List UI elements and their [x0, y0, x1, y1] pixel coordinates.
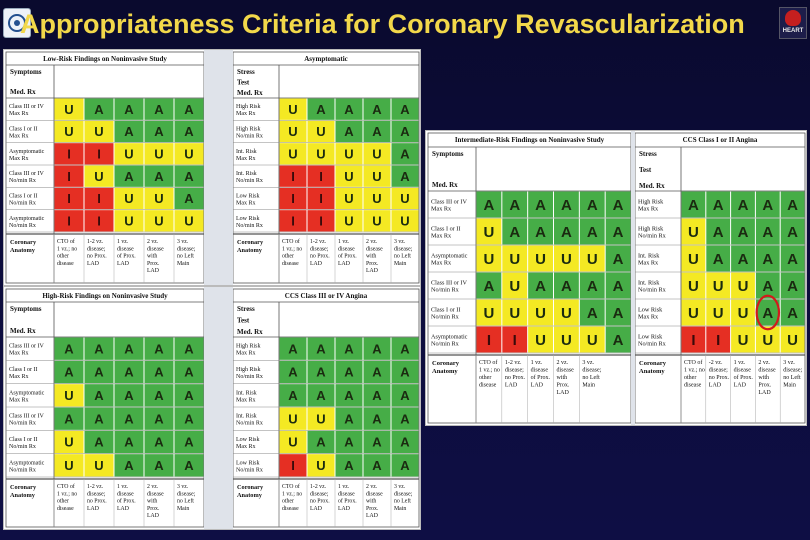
anatomy-column-label: 2 vz. disease with Prox. LAD [758, 360, 776, 396]
row-label: Asymptomatic No/min Rx [9, 215, 45, 229]
row-label: Asymptomatic No/min Rx [431, 333, 468, 348]
rating-letter: A [124, 434, 134, 450]
rating-letter: A [64, 411, 74, 427]
rating-letter: A [762, 196, 774, 214]
row-label: Class III or IV No/min Rx [9, 171, 44, 185]
rating-letter: U [94, 168, 104, 184]
row-label: Low Risk Max Rx [236, 193, 260, 207]
rating-letter: A [94, 101, 104, 117]
rating-letter: A [560, 196, 572, 214]
rating-letter: A [612, 277, 624, 295]
rating-letter: U [288, 434, 298, 450]
rating-letter: A [184, 101, 194, 117]
anatomy-column-label: CTO of 1 vz.; no other disease [684, 360, 705, 389]
anatomy-column-label: 2 vz. disease with Prox. LAD [556, 360, 574, 396]
rating-letter: I [291, 168, 295, 184]
rating-letter: A [560, 223, 572, 241]
rating-letter: U [787, 331, 799, 349]
med-rx-label: Med. Rx [432, 181, 458, 189]
rating-letter: A [372, 101, 382, 117]
rating-letter: U [372, 213, 382, 229]
rating-letter: U [687, 304, 699, 322]
rating-letter: A [400, 388, 410, 404]
rating-letter: U [344, 146, 354, 162]
rating-letter: A [612, 250, 624, 268]
rating-letter: A [94, 341, 104, 357]
slide-title: Appropriateness Criteria for Coronary Revascularization [20, 9, 745, 39]
rating-letter: A [762, 304, 774, 322]
rating-letter: A [344, 388, 354, 404]
rating-letter: U [509, 277, 521, 295]
high-risk-table [4, 287, 420, 529]
rating-letter: A [154, 388, 164, 404]
anatomy-column-label: 1-2 vz. disease; no Prox. LAD [87, 484, 107, 512]
row-label: Int. Risk No/min Rx [638, 279, 666, 294]
left-header: High-Risk Findings on Noninvasive Study [42, 292, 168, 300]
rating-letter: A [184, 168, 194, 184]
rating-letter: U [560, 331, 572, 349]
rating-letter: U [288, 411, 298, 427]
rating-letter: A [344, 458, 354, 474]
row-label: Class III or IV Max Rx [9, 343, 44, 357]
rating-letter: A [762, 223, 774, 241]
rating-letter: U [586, 250, 598, 268]
rating-letter: A [400, 411, 410, 427]
rating-letter: A [344, 411, 354, 427]
rating-letter: A [586, 196, 598, 214]
anatomy-column-label: 2 vz. disease with Prox. LAD [366, 484, 383, 520]
anatomy-column-label: 1 vz. disease of Prox. LAD [530, 360, 551, 389]
rating-letter: U [712, 304, 724, 322]
rating-letter: A [344, 124, 354, 140]
rating-letter: U [737, 277, 749, 295]
rating-letter: U [94, 458, 104, 474]
row-label: Class I or II Max Rx [9, 367, 38, 380]
rating-letter: A [372, 341, 382, 357]
row-label: High Risk No/min Rx [236, 367, 263, 380]
rating-letter: A [400, 168, 410, 184]
rating-letter: A [184, 434, 194, 450]
rating-letter: U [64, 124, 74, 140]
rating-letter: A [737, 196, 749, 214]
rating-letter: U [687, 250, 699, 268]
rating-letter: U [372, 146, 382, 162]
rating-letter: U [483, 304, 495, 322]
rating-letter: U [509, 304, 521, 322]
rating-letter: A [372, 458, 382, 474]
rating-letter: A [288, 388, 298, 404]
stress-test-label: Stress Test Med. Rx [237, 305, 263, 336]
rating-letter: U [124, 191, 134, 207]
rating-letter: U [124, 146, 134, 162]
rating-letter: A [124, 388, 134, 404]
rating-letter: A [586, 304, 598, 322]
rating-letter: A [612, 304, 624, 322]
right-header: Asymptomatic [304, 55, 348, 63]
rating-letter: A [124, 364, 134, 380]
row-label: Int. Risk Max Rx [236, 390, 257, 404]
rating-letter: A [316, 341, 326, 357]
row-label: Class I or II Max Rx [431, 225, 461, 240]
stress-test-label: Stress Test Med. Rx [237, 68, 263, 97]
rating-letter: U [288, 124, 298, 140]
intermediate-risk-table [426, 131, 806, 425]
row-label: Class III or IV No/min Rx [9, 413, 44, 427]
rating-letter: A [483, 277, 495, 295]
rating-letter: A [184, 341, 194, 357]
row-label: Low Risk Max Rx [638, 306, 663, 321]
rating-letter: A [400, 458, 410, 474]
rating-letter: U [400, 213, 410, 229]
row-label: Class III or IV Max Rx [9, 104, 44, 118]
rating-letter: I [67, 191, 71, 207]
anatomy-column-label: 2 vz. disease with Prox. LAD [366, 239, 383, 275]
rating-letter: A [560, 277, 572, 295]
rating-letter: U [737, 304, 749, 322]
rating-letter: A [712, 223, 724, 241]
row-label: High Risk Max Rx [638, 198, 664, 213]
rating-letter: A [400, 124, 410, 140]
heart-logo-icon [779, 7, 807, 39]
anatomy-column-label: CTO of 1 vz.; no other disease [282, 239, 303, 267]
rating-letter: U [184, 146, 194, 162]
rating-letter: I [97, 146, 101, 162]
rating-letter: A [316, 434, 326, 450]
anatomy-column-label: 2 vz. disease with Prox. LAD [147, 239, 164, 275]
rating-letter: A [400, 434, 410, 450]
anatomy-column-label: 1 vz. disease of Prox. LAD [117, 484, 136, 512]
anatomy-column-label: 1-2 vz. disease; no Prox. LAD [310, 239, 330, 267]
high-risk-panel [3, 286, 421, 530]
row-label: Class I or II No/min Rx [9, 193, 38, 207]
right-header: CCS Class III or IV Angina [284, 292, 368, 300]
anatomy-column-label: 3 vz. disease; no Left Main [582, 360, 602, 389]
rating-letter: U [483, 250, 495, 268]
rating-letter: A [787, 196, 799, 214]
rating-letter: U [344, 213, 354, 229]
rating-letter: A [288, 364, 298, 380]
rating-letter: A [154, 434, 164, 450]
rating-letter: A [94, 388, 104, 404]
rating-letter: A [372, 364, 382, 380]
rating-letter: A [64, 341, 74, 357]
rating-letter: U [64, 434, 74, 450]
rating-letter: U [560, 304, 572, 322]
anatomy-column-label: 1 vz. disease of Prox. LAD [338, 239, 357, 267]
anatomy-column-label: CTO of 1 vz.; no other disease [57, 484, 78, 512]
rating-letter: U [687, 223, 699, 241]
rating-letter: U [316, 411, 326, 427]
rating-letter: A [509, 196, 521, 214]
rating-letter: U [316, 146, 326, 162]
rating-letter: A [316, 101, 326, 117]
med-rx-label: Med. Rx [10, 327, 36, 335]
rating-letter: A [787, 277, 799, 295]
rating-letter: A [586, 223, 598, 241]
rating-letter: A [124, 168, 134, 184]
rating-letter: U [344, 168, 354, 184]
coronary-anatomy-label: Coronary Anatomy [10, 239, 37, 254]
row-label: High Risk Max Rx [236, 343, 261, 357]
rating-letter: A [787, 250, 799, 268]
row-label: Asymptomatic No/min Rx [9, 460, 45, 474]
rating-letter: I [291, 213, 295, 229]
symptoms-label: Symptoms [10, 68, 42, 76]
rating-letter: A [400, 341, 410, 357]
rating-letter: I [716, 331, 721, 349]
rating-letter: A [94, 364, 104, 380]
stress-test-label: Stress Test Med. Rx [639, 150, 665, 190]
rating-letter: U [762, 331, 774, 349]
rating-letter: I [67, 146, 71, 162]
intermediate-risk-panel [425, 130, 807, 426]
rating-letter: U [712, 277, 724, 295]
row-label: Class I or II Max Rx [9, 126, 38, 140]
anatomy-column-label: CTO of 1 vz.; no other disease [57, 239, 78, 267]
rating-letter: A [372, 411, 382, 427]
rating-letter: A [154, 168, 164, 184]
rating-letter: A [535, 223, 547, 241]
anatomy-column-label: 3 vz. disease; no Left Main [394, 484, 413, 512]
rating-letter: U [535, 250, 547, 268]
rating-letter: U [737, 331, 749, 349]
anatomy-column-label: 3 vz. disease; no Left Main [177, 239, 196, 267]
rating-letter: A [737, 223, 749, 241]
rating-letter: A [124, 458, 134, 474]
rating-letter: A [762, 277, 774, 295]
rating-letter: I [691, 331, 696, 349]
rating-letter: A [184, 388, 194, 404]
rating-letter: I [67, 213, 71, 229]
rating-letter: A [154, 458, 164, 474]
row-label: Class I or II No/min Rx [431, 306, 461, 321]
rating-letter: A [400, 101, 410, 117]
rating-letter: I [319, 213, 323, 229]
rating-letter: A [400, 364, 410, 380]
rating-letter: A [94, 434, 104, 450]
rating-letter: I [97, 213, 101, 229]
rating-letter: A [124, 341, 134, 357]
rating-letter: U [509, 250, 521, 268]
rating-letter: A [288, 341, 298, 357]
right-header: CCS Class I or II Angina [682, 136, 758, 144]
rating-letter: U [154, 191, 164, 207]
anatomy-column-label: CTO of 1 vz.; no other disease [479, 360, 500, 389]
med-rx-label: Med. Rx [10, 88, 36, 96]
rating-letter: A [184, 411, 194, 427]
row-label: Class I or II No/min Rx [9, 437, 38, 450]
rating-letter: I [319, 191, 323, 207]
anatomy-column-label: 1-2 vz. disease; no Prox. LAD [310, 484, 330, 512]
rating-letter: I [319, 168, 323, 184]
rating-letter: U [64, 101, 74, 117]
rating-letter: A [712, 196, 724, 214]
row-label: Asymptomatic Max Rx [431, 252, 468, 267]
anatomy-column-label: -2 vz. disease; no Prox. LAD [708, 360, 730, 389]
heart-logo-text: HEART [782, 28, 804, 34]
low-risk-panel [3, 49, 421, 286]
rating-letter: U [288, 146, 298, 162]
rating-letter: A [64, 364, 74, 380]
rating-letter: A [612, 223, 624, 241]
row-label: Int. Risk Max Rx [638, 252, 660, 267]
rating-letter: A [344, 101, 354, 117]
rating-letter: A [737, 250, 749, 268]
rating-letter: A [154, 101, 164, 117]
symptoms-label: Symptoms [10, 305, 42, 313]
row-label: Asymptomatic Max Rx [9, 148, 45, 162]
rating-letter: A [184, 364, 194, 380]
rating-letter: U [400, 191, 410, 207]
rating-letter: U [124, 213, 134, 229]
row-label: Int. Risk Max Rx [236, 148, 257, 162]
rating-letter: I [512, 331, 517, 349]
rating-letter: A [787, 223, 799, 241]
rating-letter: I [67, 168, 71, 184]
anatomy-column-label: 1 vz. disease of Prox. LAD [117, 239, 136, 267]
row-label: Int. Risk No/min Rx [236, 413, 263, 427]
section-gap [631, 131, 635, 425]
anatomy-column-label: 3 vz. disease; no Left Main [177, 484, 196, 512]
rating-letter: A [509, 223, 521, 241]
rating-letter: A [316, 364, 326, 380]
anatomy-column-label: 1-2 vz. disease; no Prox. LAD [87, 239, 107, 267]
coronary-anatomy-label: Coronary Anatomy [10, 484, 37, 499]
left-header: Intermediate-Risk Findings on Noninvasive Study [454, 136, 605, 144]
rating-letter: A [184, 124, 194, 140]
rating-letter: U [535, 331, 547, 349]
row-label: Asymptomatic Max Rx [9, 390, 45, 404]
rating-letter: U [483, 223, 495, 241]
row-label: High Risk Max Rx [236, 104, 261, 118]
row-label: Class III or IV No/min Rx [431, 279, 467, 294]
rating-letter: U [154, 146, 164, 162]
coronary-anatomy-label: Coronary Anatomy [237, 484, 264, 499]
coronary-anatomy-label: Coronary Anatomy [237, 239, 264, 254]
rating-letter: U [687, 277, 699, 295]
anatomy-column-label: CTO of 1 vz.; no other disease [282, 484, 303, 512]
section-gap [204, 50, 233, 285]
rating-letter: A [372, 388, 382, 404]
rating-letter: I [291, 191, 295, 207]
anatomy-column-label: 1 vz. disease of Prox. LAD [338, 484, 357, 512]
rating-letter: A [154, 124, 164, 140]
rating-letter: A [184, 458, 194, 474]
rating-letter: A [372, 434, 382, 450]
rating-letter: I [291, 458, 295, 474]
row-label: High Risk No/min Rx [236, 126, 263, 140]
rating-letter: A [687, 196, 699, 214]
rating-letter: A [124, 101, 134, 117]
rating-letter: U [316, 124, 326, 140]
rating-letter: A [124, 124, 134, 140]
rating-letter: U [586, 331, 598, 349]
rating-letter: U [316, 458, 326, 474]
rating-letter: U [344, 191, 354, 207]
row-label: Low Risk No/min Rx [236, 460, 263, 474]
rating-letter: U [64, 388, 74, 404]
rating-letter: A [344, 434, 354, 450]
rating-letter: U [560, 250, 572, 268]
anatomy-column-label: 1 vz. disease of Prox. LAD [733, 360, 753, 389]
rating-letter: A [535, 196, 547, 214]
anatomy-column-label: 3 vz. disease; no Left Main [394, 239, 413, 267]
rating-letter: U [372, 191, 382, 207]
coronary-anatomy-label: Coronary Anatomy [639, 360, 666, 375]
rating-letter: A [612, 331, 624, 349]
rating-letter: A [316, 388, 326, 404]
row-label: Class III or IV Max Rx [431, 198, 467, 213]
rating-letter: A [372, 124, 382, 140]
low-risk-table [4, 50, 420, 285]
rating-letter: A [535, 277, 547, 295]
coronary-anatomy-label: Coronary Anatomy [432, 360, 459, 375]
rating-letter: U [372, 168, 382, 184]
rating-letter: A [612, 196, 624, 214]
rating-letter: A [344, 364, 354, 380]
rating-letter: I [486, 331, 492, 349]
rating-letter: A [154, 341, 164, 357]
row-label: Int. Risk No/min Rx [236, 171, 263, 185]
rating-letter: A [344, 341, 354, 357]
rating-letter: A [400, 146, 410, 162]
rating-letter: U [154, 213, 164, 229]
row-label: Low Risk No/min Rx [236, 215, 263, 229]
rating-letter: U [535, 304, 547, 322]
rating-letter: A [586, 277, 598, 295]
rating-letter: U [64, 458, 74, 474]
rating-letter: U [94, 124, 104, 140]
rating-letter: A [712, 250, 724, 268]
rating-letter: A [184, 191, 194, 207]
rating-letter: A [154, 411, 164, 427]
rating-letter: A [94, 411, 104, 427]
section-gap [204, 287, 233, 529]
rating-letter: A [762, 250, 774, 268]
rating-letter: A [787, 304, 799, 322]
rating-letter: I [97, 191, 101, 207]
row-label: High Risk No/min Rx [638, 225, 666, 240]
rating-letter: U [288, 101, 298, 117]
rating-letter: A [124, 411, 134, 427]
left-header: Low-Risk Findings on Noninvasive Study [43, 55, 167, 63]
rating-letter: A [154, 364, 164, 380]
row-label: Low Risk Max Rx [236, 437, 260, 450]
row-label: Low Risk No/min Rx [638, 333, 666, 348]
rating-letter: A [483, 196, 495, 214]
anatomy-column-label: 1-2 vz. disease; no Prox. LAD [504, 360, 526, 389]
rating-letter: U [184, 213, 194, 229]
anatomy-column-label: 2 vz. disease with Prox. LAD [147, 484, 164, 520]
anatomy-column-label: 3 vz. disease; no Left Main [783, 360, 803, 389]
symptoms-label: Symptoms [432, 150, 464, 158]
